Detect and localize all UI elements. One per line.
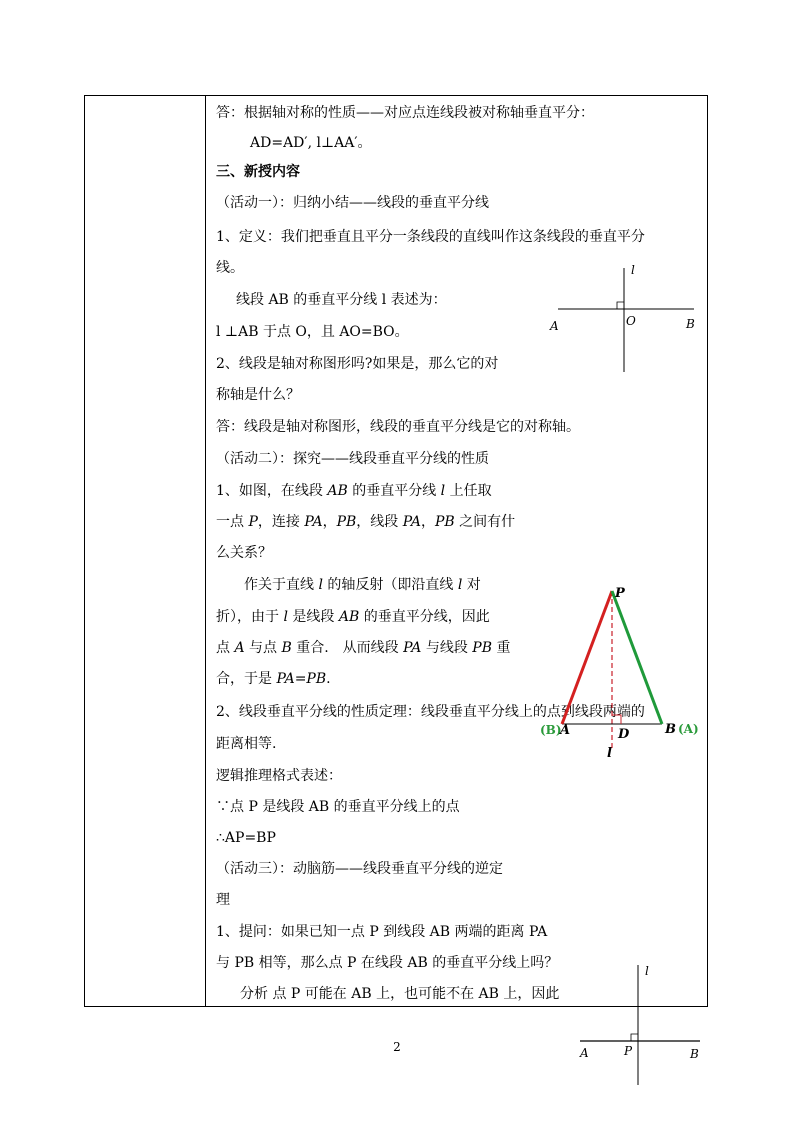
activity-1-title: （活动一）：归纳小结——线段的垂直平分线 bbox=[216, 195, 489, 211]
label-l: l bbox=[645, 964, 649, 978]
explore-line-3: 么关系？ bbox=[216, 545, 272, 561]
activity-3-title: （活动三）：动脑筋——线段垂直平分线的逆定 bbox=[216, 861, 503, 877]
label-b: B bbox=[690, 1047, 699, 1061]
label-l: l bbox=[631, 263, 635, 277]
label-a: A bbox=[550, 319, 559, 333]
definition-line-1: 1、定义：我们把垂直且平分一条线段的直线叫作这条线段的垂直平分 bbox=[216, 229, 645, 245]
segment-pb bbox=[612, 591, 662, 724]
answer-axis-line: 答：线段是轴对称图形，线段的垂直平分线是它的对称轴。 bbox=[216, 419, 580, 435]
figure-converse-setup bbox=[572, 957, 708, 1087]
right-angle-mark bbox=[617, 302, 624, 309]
answer-line-1: 答：根据轴对称的性质——对应点连线段被对称轴垂直平分： bbox=[216, 105, 594, 121]
label-b: B bbox=[686, 317, 695, 331]
activity-2-title: （活动二）：探究——线段垂直平分线的性质 bbox=[216, 451, 489, 467]
label-b-paren: (B) bbox=[540, 723, 562, 737]
converse-question-2: 与 PB 相等，那么点 P 在线段 AB 的垂直平分线上吗？ bbox=[216, 955, 559, 971]
label-p: P bbox=[624, 1044, 633, 1058]
right-angle-mark bbox=[612, 715, 621, 724]
lesson-content bbox=[206, 95, 708, 1061]
label-d: D bbox=[618, 727, 630, 742]
explore-line-1: 1、如图，在线段 AB 的垂直平分线 l 上任取 bbox=[216, 483, 492, 499]
figure-perpendicular-bisector bbox=[546, 260, 706, 375]
question-line-1: 2、线段是轴对称图形吗?如果是，那么它的对 bbox=[216, 356, 499, 372]
logic-heading: 逻辑推理格式表述： bbox=[216, 768, 342, 784]
logic-because: ∵点 P 是线段 AB 的垂直平分线上的点 bbox=[216, 799, 460, 815]
explore-line-2: 一点 P，连接 PA，PB，线段 PA，PB 之间有什 bbox=[216, 514, 516, 530]
theorem-line-2: 距离相等. bbox=[216, 736, 277, 752]
label-l: l bbox=[607, 746, 612, 761]
definition-line-2: 线。 bbox=[216, 260, 244, 276]
page-number: 2 bbox=[393, 1040, 401, 1054]
activity-3-title-cont: 理 bbox=[216, 892, 230, 908]
label-o: O bbox=[626, 314, 636, 328]
answer-line-2: AD=AD′, l⊥AA′。 bbox=[250, 135, 372, 151]
explore-line-5: 折），由于 l 是线段 AB 的垂直平分线，因此 bbox=[216, 609, 490, 625]
logic-therefore: ∴AP=BP bbox=[216, 830, 276, 846]
segment-pa bbox=[562, 591, 612, 724]
explore-line-4: 作关于直线 l 的轴反射（即沿直线 l 对 bbox=[244, 577, 481, 593]
theorem-line-1: 2、线段垂直平分线的性质定理：线段垂直平分线上的点到线段两端的 bbox=[216, 704, 645, 720]
statement-line-1: 线段 AB 的垂直平分线 l 表述为： bbox=[236, 292, 447, 308]
label-p: P bbox=[615, 586, 625, 601]
converse-question-1: 1、提问：如果已知一点 P 到线段 AB 两端的距离 PA bbox=[216, 924, 548, 940]
figure-triangle-pab bbox=[532, 581, 702, 761]
explore-line-6: 点 A 与点 B 重合. 从而线段 PA 与线段 PB 重 bbox=[216, 640, 511, 656]
question-line-2: 称轴是什么？ bbox=[216, 387, 300, 403]
section-heading: 三、新授内容 bbox=[216, 164, 300, 180]
label-a: A bbox=[560, 723, 571, 738]
statement-line-2: l ⊥AB 于点 O，且 AO=BO。 bbox=[216, 324, 409, 340]
analysis-line: 分析 点 P 可能在 AB 上，也可能不在 AB 上，因此 bbox=[240, 986, 560, 1002]
label-a-paren: (A) bbox=[678, 722, 699, 736]
explore-line-7: 合，于是 PA=PB. bbox=[216, 671, 331, 687]
label-b: B bbox=[665, 722, 676, 737]
label-a: A bbox=[580, 1046, 589, 1060]
